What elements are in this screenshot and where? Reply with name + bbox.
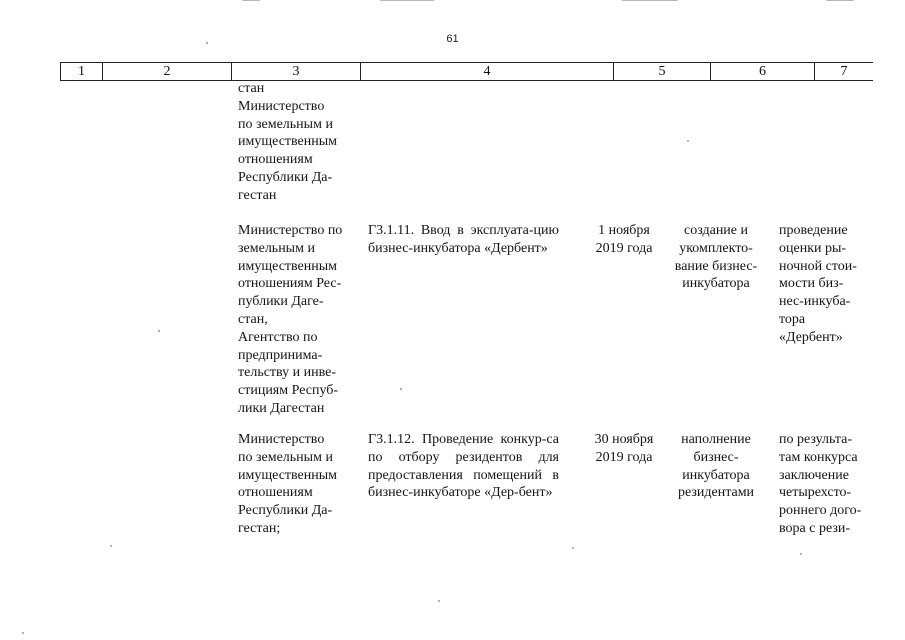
- line: инкубатора: [682, 276, 750, 292]
- line: «Дербент»: [779, 329, 843, 345]
- line: мости биз-: [779, 276, 844, 292]
- page-number: 61: [446, 33, 459, 45]
- line: гестан: [238, 187, 277, 203]
- line: инкубатора: [682, 467, 750, 483]
- scan-speck: [572, 547, 574, 549]
- scan-speck: [206, 42, 208, 44]
- line: проведение: [779, 223, 848, 238]
- line: Министерство: [238, 432, 325, 447]
- scan-artifact-line: [826, 0, 854, 1]
- scan-speck: [800, 553, 802, 555]
- scan-speck: [438, 600, 440, 602]
- row-1-event: Г3.1.11. Ввод в эксплуата-цию бизнес-инкубатора «Дербент»: [368, 223, 559, 256]
- line: 2019 года: [595, 449, 653, 465]
- line: имущественным: [238, 467, 338, 483]
- line: имущественным: [238, 134, 338, 150]
- line: отношениям: [238, 485, 313, 501]
- header-cell-2: 2: [103, 63, 232, 80]
- line: по земельным и: [238, 116, 333, 132]
- line: заключение: [779, 467, 849, 483]
- scan-artifact-line: [242, 0, 260, 1]
- line: бизнес-: [693, 449, 739, 465]
- line: стан,: [238, 311, 268, 327]
- scan-speck: [110, 545, 112, 547]
- scan-artifact-line: [622, 0, 678, 1]
- line: гестан;: [238, 520, 281, 536]
- row-0-responsible: [238, 80, 358, 205]
- line: там конкурса: [779, 449, 858, 465]
- table-header-row: [60, 62, 873, 81]
- row-1-deadline: [586, 222, 662, 258]
- line: тора: [779, 311, 806, 327]
- line: четырехсто-: [779, 485, 852, 501]
- line: предпринима-: [238, 347, 323, 363]
- row-2-deadline: [586, 431, 662, 467]
- line: оценки ры-: [779, 240, 847, 256]
- line: 2019 года: [595, 240, 653, 256]
- line: стан: [238, 81, 265, 96]
- line: тельству и инве-: [238, 365, 337, 381]
- line: ночной стои-: [779, 258, 857, 274]
- header-cell-1: 1: [61, 63, 103, 80]
- row-1-result: [666, 222, 766, 293]
- row-2-result: [666, 431, 766, 502]
- line: наполнение: [681, 432, 751, 447]
- line: нес-инкуба-: [779, 294, 851, 310]
- line: по земельным и: [238, 449, 333, 465]
- line: резидентами: [677, 485, 755, 501]
- scan-artifact-line: [380, 0, 434, 1]
- line: земельным и: [238, 240, 315, 256]
- line: лики Дагестан: [238, 400, 325, 416]
- scan-speck: [400, 388, 402, 390]
- scan-speck: [687, 140, 689, 142]
- line: отношениям Рес-: [238, 276, 342, 292]
- header-cell-5: 5: [614, 63, 711, 80]
- row-1-responsible: [238, 222, 358, 418]
- line: роннего дого-: [779, 503, 862, 519]
- line: Агентство по: [238, 329, 318, 345]
- line: Министерство по: [238, 223, 343, 238]
- line: Министерство: [238, 98, 325, 114]
- line: создание и: [683, 223, 749, 238]
- line: укомплекто-: [679, 240, 753, 256]
- line: имущественным: [238, 258, 338, 274]
- header-cell-3: 3: [232, 63, 361, 80]
- scan-speck: [22, 632, 24, 634]
- line: отношениям: [238, 152, 313, 168]
- line: по результа-: [779, 432, 853, 447]
- header-cell-4: 4: [361, 63, 614, 80]
- row-2-indicator: [779, 431, 871, 538]
- line: вора с рези-: [779, 520, 851, 536]
- line: 1 ноября: [598, 223, 650, 238]
- line: Республики Да-: [238, 503, 333, 519]
- row-2-event: Г3.1.12. Проведение конкур-са по отбору резидентов для предоставления помещений в бизнес-инкубаторе «Дер-бент»: [368, 432, 559, 501]
- row-2-responsible: [238, 431, 358, 538]
- line: стициям Респуб-: [238, 383, 339, 399]
- line: вание бизнес-: [674, 258, 758, 274]
- line: 30 ноября: [594, 432, 654, 447]
- line: Республики Да-: [238, 169, 333, 185]
- header-cell-6: 6: [711, 63, 815, 80]
- row-1-indicator: [779, 222, 871, 347]
- header-cell-7: 7: [840, 64, 848, 79]
- line: публики Даге-: [238, 294, 324, 310]
- scan-speck: [158, 330, 160, 332]
